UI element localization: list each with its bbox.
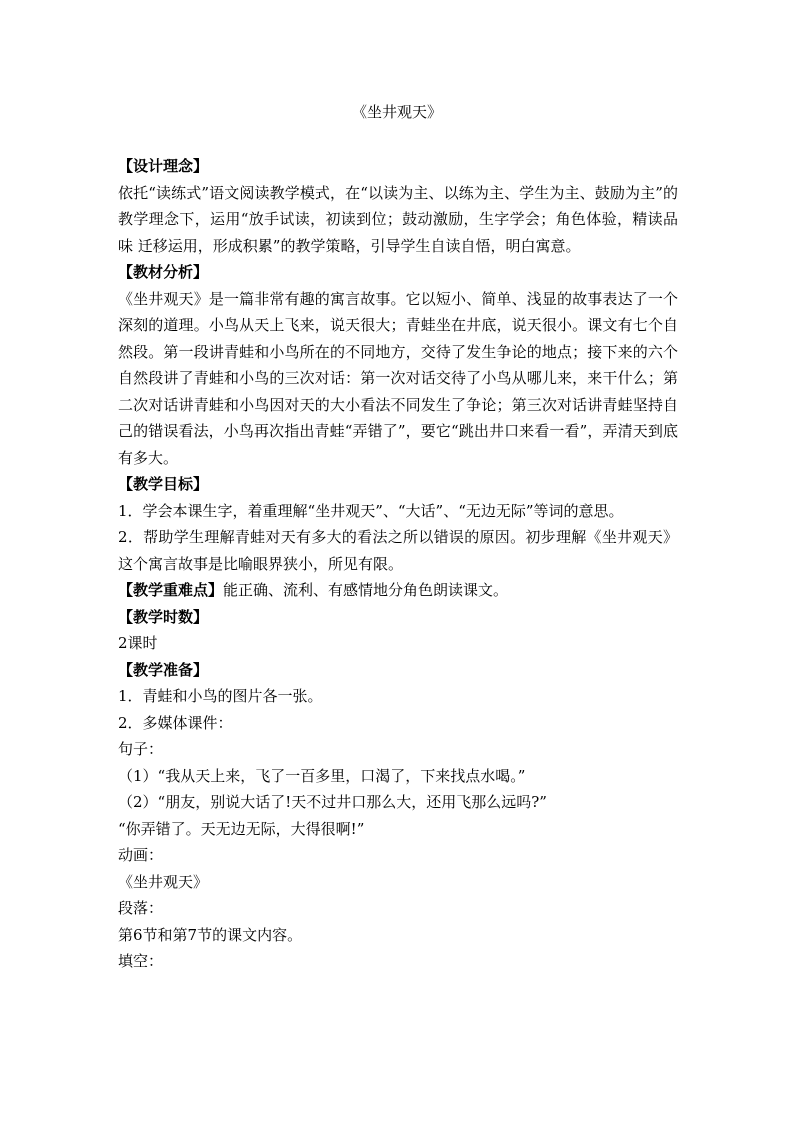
- key-points-text: 能正确、流利、有感情地分角色朗读课文。: [223, 581, 509, 599]
- prep-item: 第6节和第7节的课文内容。: [118, 925, 303, 944]
- key-points-heading: 【教学重难点】: [118, 581, 224, 599]
- goal-item: 2．帮助学生理解青蛙对天有多大的看法之所以错误的原因。初步理解《坐井观天》这个寓言故事是比喻眼界狭小，所见有限。: [118, 528, 678, 573]
- prep-heading: 【教学准备】: [118, 660, 209, 679]
- prep-item: （1）“我从天上来，飞了一百多里，口渴了，下来找点水喝。”: [118, 766, 526, 785]
- document-body: [118, 153, 678, 975]
- hours-heading: 【教学时数】: [118, 607, 209, 626]
- key-points-line: [118, 577, 678, 604]
- hours-text: 2课时: [118, 634, 158, 652]
- prep-item: 句子：: [118, 740, 164, 758]
- prep-item: 动画：: [118, 846, 164, 864]
- analysis-paragraph: 《坐井观天》是一篇非常有趣的寓言故事。它以短小、简单、浅显的故事表达了一个深刻的道理。小鸟从天上飞来，说天很大；青蛙坐在井底，说天很小。课文有七个自然段。第一段讲青蛙和小鸟所在的不同地方，交待了发生争论的地点；接下来的六个自然段讲了青蛙和小鸟的三次对话：第一次对话交待了小鸟从哪儿来，来干什么；第二次对话讲青蛙和小鸟因对天的大小看法不同发生了争论；第三次对话讲青蛙坚持自己的错误看法，小鸟再次指出青蛙“弄错了”，要它“跳出井口来看一看”，弄清天到底有多大。: [118, 289, 678, 467]
- prep-item: 填空：: [118, 952, 164, 970]
- prep-item: 2．多媒体课件：: [118, 713, 233, 732]
- goal-item: 1．学会本课生字，着重理解“坐井观天”、“大话”、“无边无际”等词的意思。: [118, 501, 624, 520]
- prep-item: 段落：: [118, 899, 164, 917]
- design-heading: 【设计理念】: [118, 157, 209, 175]
- prep-item: 1．青蛙和小鸟的图片各一张。: [118, 687, 323, 705]
- document-title: 《坐井观天》: [351, 103, 442, 121]
- design-paragraph: 依托“读练式”语文阅读教学模式，在“以读为主、以练为主、学生为主、鼓励为主”的教学理念下，运用“放手试读，初读到位；鼓动激励，生字学会；角色体验，精读品味 迁移运用，形成积累”的教学策略，引导学生自读自悟，明白寓意。: [118, 183, 678, 255]
- goals-heading: 【教学目标】: [118, 475, 209, 493]
- prep-item: （2）“朋友，别说大话了!天不过井口那么大，还用飞那么远吗?”: [118, 793, 547, 811]
- prep-item: “你弄错了。天无边无际，大得很啊!”: [118, 819, 365, 838]
- analysis-heading: 【教材分析】: [118, 263, 209, 281]
- prep-item: 《坐井观天》: [118, 872, 209, 891]
